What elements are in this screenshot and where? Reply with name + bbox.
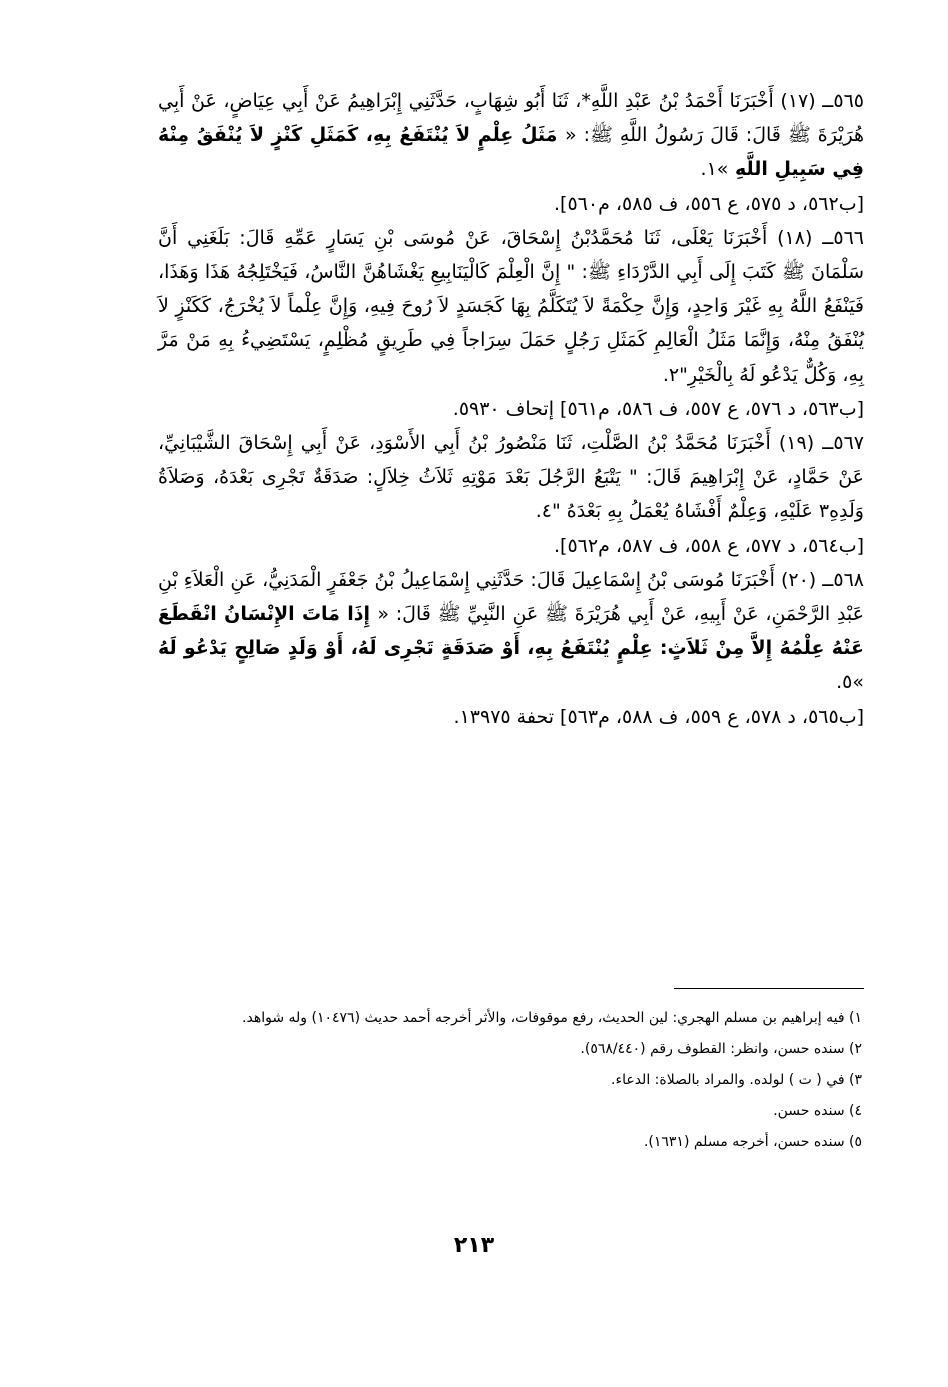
page-number: ٢١٣ xyxy=(453,1233,495,1258)
main-text xyxy=(158,84,864,734)
hadith-566: ٥٦٦ــ (١٨) أَخْبَرَنَا يَعْلَى، ثَنَا مُحَمَّدُبْنُ إِسْحَاقَ، عَنْ مُوسَى بْنِ يَسَارٍ عَمِّهِ قَالَ: بَلَغَنِي أَنَّ سَلْمَانَ ﷺ كَتَبَ إِلَى أَبِي الدَّرْدَاءِ ﷺ: " إِنَّ الْعِلْمَ كَالْيَنَابِيعِ يَغْشَاهُنَّ النَّاسُ، فَيَخْتَلِجُهُ هَذَا وَهَذَا، فَيَنْفَعُ اللَّهُ بِهِ غَيْرَ وَاحِدٍ، وَإِنَّ حِكْمَةً لاَ يُتَكَلَّمُ بِهَا كَجَسَدٍ لاَ رُوحَ فِيهِ، وَإِنَّ عِلْماً لاَ يُخْرَجُ، كَكَنْزٍ لاَ يُنْفَقُ مِنْهُ، وَإِنَّمَا مَثَلُ الْعَالِمِ كَمَثَلِ رَجُلٍ حَمَلَ سِرَاجاً فِي طَرِيقٍ مُظْلِمٍ، يَسْتَضِيءُ بِهِ مَنْ مَرَّ بِهِ، وَكُلٌّ يَدْعُو لَهُ بِالْخَيْرِ"٢. xyxy=(158,226,864,386)
hadith-565-closing: »١. xyxy=(700,158,729,181)
footnote-1: ١) فيه إبراهيم بن مسلم الهجري: لين الحديث، رفع موقوفات، والأثر أخرجه أحمد حديث (١٠٤٧٦) وله شواهد. xyxy=(242,1010,862,1026)
footnote-2: ٢) سنده حسن، وانظر: القطوف رقم (٥٦٨/٤٤٠). xyxy=(580,1041,862,1057)
hadith-568-reference: [ب٥٦٥، د ٥٧٨، ع ٥٥٩، ف ٥٨٨، م٥٦٣] تحفة ١٣٩٧٥. xyxy=(453,705,864,728)
hadith-568-closing: »٥. xyxy=(836,671,864,694)
footnotes xyxy=(84,1003,862,1158)
hadith-565-prophetic-text: مَثَلُ عِلْمٍ لاَ يُنْتَفَعُ بِهِ، كَمَثَلِ كَنْزٍ لاَ يُنْفَقُ مِنْهُ فِي سَبِيلِ اللَّهِ xyxy=(158,124,864,181)
hadith-568-prophetic-text: إِذَا مَاتَ الإِنْسَانُ انْقَطَعَ عَنْهُ عِلْمُهُ إِلاَّ مِنْ ثَلاَثٍ: عِلْمٍ يُنْتَفَعُ بِهِ، أَوْ صَدَقَةٍ تَجْرِى لَهُ، أَوْ وَلَدٍ صَالِحٍ يَدْعُو لَهُ xyxy=(158,603,864,660)
footnote-divider xyxy=(674,988,864,989)
hadith-567-reference: [ب٥٦٤، د ٥٧٧، ع ٥٥٨، ف ٥٨٧، م٥٦٢]. xyxy=(554,534,864,557)
hadith-565-text: ٥٦٥ــ (١٧) أَخْبَرَنَا أَحْمَدُ بْنُ عَبْدِ اللَّهِ*، ثَنَا أَبُو شِهَابٍ، حَدَّثَنِي إِبْرَاهِيمُ عَنْ أَبِي عِيَاضٍ، عَنْ أَبِي هُرَيْرَةَ ﷺ قَالَ: قَالَ رَسُولُ اللَّهِ ﷺ: « xyxy=(158,90,865,147)
hadith-567: ٥٦٧ــ (١٩) أَخْبَرَنَا مُحَمَّدُ بْنُ الصَّلْتِ، ثَنَا مَنْصُورُ بْنُ أَبِي الأَسْوَدِ، عَنْ أَبِي إِسْحَاقَ الشَّيْبَانِيِّ، عَنْ حَمَّادٍ، عَنْ إِبْرَاهِيمَ قَالَ: " يَتْبَعُ الرَّجُلَ بَعْدَ مَوْتِهِ ثَلاَثُ خِلاَلٍ: صَدَقَةٌ تَجْرِى بَعْدَهُ، وَصَلاَةُ وَلَدِهِ٣ عَلَيْهِ، وَعِلْمٌ أَفْشَاهُ يُعْمَلُ بِهِ بَعْدَهُ "٤. xyxy=(158,432,864,523)
footnote-5: ٥) سنده حسن، أخرجه مسلم (١٦٣١). xyxy=(643,1134,862,1150)
hadith-568-text: ٥٦٨ــ (٢٠) أَخْبَرَنَا مُوسَى بْنُ إِسْمَاعِيلَ قَالَ: حَدَّثَنِي إِسْمَاعِيلُ بْنُ جَعْفَرٍ الْمَدَنِيُّ، عَنِ الْعَلاَءِ بْنِ عَبْدِ الرَّحْمَنِ، عَنْ أَبِيهِ، عَنْ أَبِي هُرَيْرَةَ ﷺ عَنِ النَّبِيِّ ﷺ قَالَ: « xyxy=(158,568,865,626)
hadith-568 xyxy=(158,563,864,700)
hadith-566-reference: [ب٥٦٣، د ٥٧٦، ع ٥٥٧، ف ٥٨٦، م٥٦١] إتحاف ٥٩٣٠. xyxy=(452,397,864,420)
hadith-565 xyxy=(158,84,864,187)
hadith-565-reference: [ب٥٦٢، د ٥٧٥، ع ٥٥٦، ف ٥٨٥، م٥٦٠]. xyxy=(554,192,864,215)
footnote-3: ٣) في ( ت ) لولده. والمراد بالصلاة: الدعاء. xyxy=(611,1072,862,1088)
footnote-4: ٤) سنده حسن. xyxy=(773,1103,862,1119)
